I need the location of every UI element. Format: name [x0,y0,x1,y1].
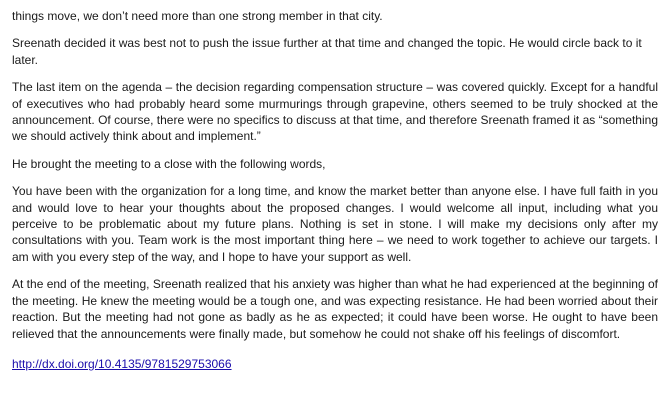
paragraph-compensation: The last item on the agenda – the decision regarding compensation structure – was covered quickly. Except for a handful of executives who had probably heard some murmurings through grapevine, others seemed to be truly shocked at the announcement. Of course, there were no specifics to discuss at that time, and therefore Sreenath framed it as “something we should actively think about and implement.” [12,80,658,144]
document-page [12,8,658,383]
doi-link[interactable]: http://dx.doi.org/10.4135/9781529753066 [12,356,232,371]
paragraph-continuation: things move, we don’t need more than one strong member in that city. [12,9,383,23]
paragraph-topic-change: Sreenath decided it was best not to push the issue further at that time and changed the topic. He would circle back to it later. [12,36,642,67]
paragraph-quote: You have been with the organization for a long time, and know the market better than anyone else. I have full faith in you and would love to hear your thoughts about the proposed changes. I would welcome all input, including what you perceive to be problematic about my future plans. Nothing is set in stone. I will make my decisions only after my consultations with you. Team work is the most important thing here – we need to work together to achieve our targets. I am with you every step of the way, and I hope to have your support as well. [12,184,658,264]
paragraph-anxiety: At the end of the meeting, Sreenath realized that his anxiety was higher than what he had experienced at the beginning of the meeting. He knew the meeting would be a tough one, and was expecting resistance. He had been worried about their reaction. But the meeting had not gone as badly as he as expected; it could have been worse. He ought to have been relieved that the announcements were finally made, but somehow he could not shake off his feelings of discomfort. [12,277,658,341]
doi-line [12,356,658,372]
paragraph-meeting-close: He brought the meeting to a close with the following words, [12,156,326,171]
